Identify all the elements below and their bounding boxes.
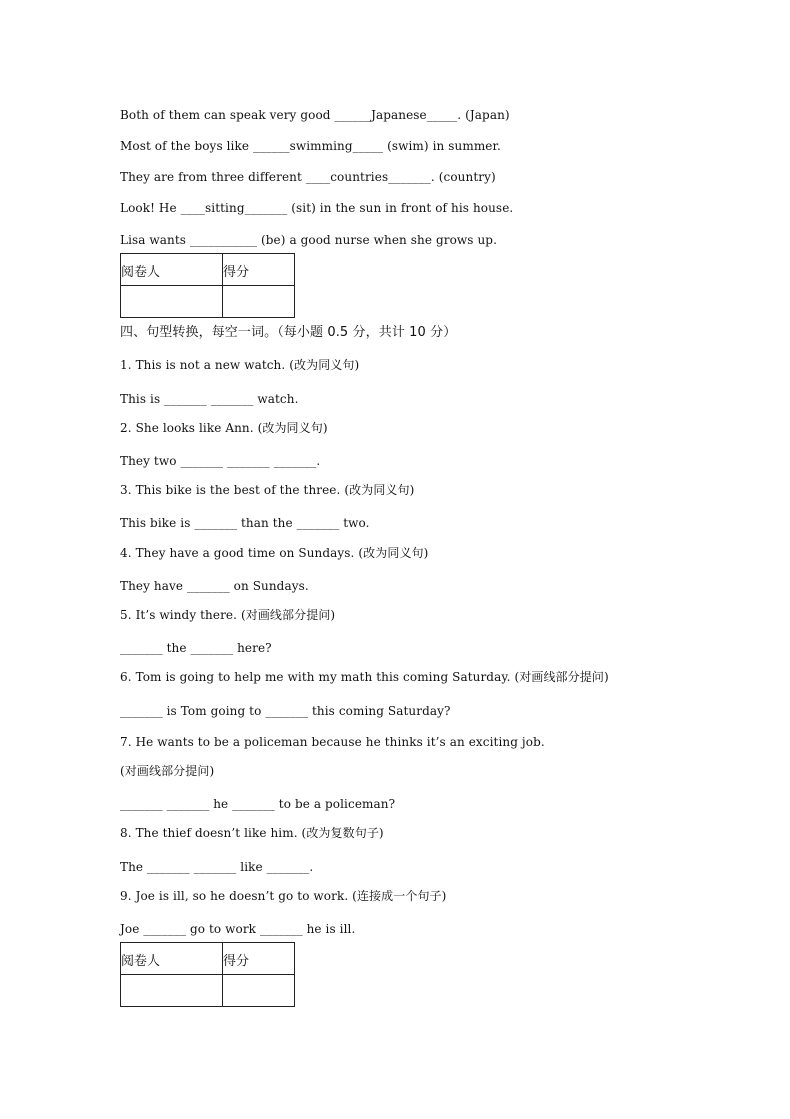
question-line: 1. This is not a new watch. (改为同义句) [120, 358, 360, 372]
question-line: 8. The thief doesn’t like him. (改为复数句子) [120, 826, 384, 840]
score-table [120, 942, 295, 1007]
score-cell[interactable] [223, 975, 295, 1007]
grader-header-cell [121, 254, 223, 286]
question-line: 6. Tom is going to help me with my math this coming Saturday. (对画线部分提问) [120, 670, 609, 684]
question-line: 4. They have a good time on Sundays. (改为同义句) [120, 546, 429, 560]
answer-line: _______ the _______ here? [120, 641, 272, 655]
question-line: 2. She looks like Ann. (改为同义句) [120, 421, 328, 435]
score-table [120, 253, 295, 318]
score-header-cell [223, 943, 295, 975]
exercise-line: Most of the boys like ______swimming_____ (swim) in summer. [120, 139, 501, 153]
answer-line: Joe _______ go to work _______ he is ill. [120, 922, 356, 936]
question-line: 7. He wants to be a policeman because he thinks it’s an exciting job. [120, 735, 545, 749]
answer-line: They have _______ on Sundays. [120, 579, 309, 593]
section-heading: 四、句型转换，每空一词。（每小题 0.5 分，共计 10 分） [120, 325, 457, 340]
grader-cell[interactable] [121, 286, 223, 318]
exercise-line: Look! He ____sitting_______ (sit) in the sun in front of his house. [120, 201, 514, 215]
answer-line: This bike is _______ than the _______ two. [120, 516, 370, 530]
score-label: 得分 [223, 265, 250, 280]
question-line: 5. It’s windy there. (对画线部分提问) [120, 608, 336, 622]
answer-line: This is _______ _______ watch. [120, 392, 299, 406]
exercise-line: Lisa wants ___________ (be) a good nurse when she grows up. [120, 233, 497, 247]
grader-label: 阅卷人 [121, 954, 161, 969]
score-label: 得分 [223, 954, 250, 969]
answer-line: They two _______ _______ _______. [120, 454, 321, 468]
score-cell[interactable] [223, 286, 295, 318]
score-header-cell [223, 254, 295, 286]
exercise-line: Both of them can speak very good ______Japanese_____. (Japan) [120, 108, 510, 122]
answer-line: _______ is Tom going to _______ this coming Saturday? [120, 704, 451, 718]
question-line: 9. Joe is ill, so he doesn’t go to work. (连接成一个句子) [120, 889, 447, 903]
answer-line: The _______ _______ like _______. [120, 860, 314, 874]
grader-label: 阅卷人 [121, 265, 161, 280]
grader-header-cell [121, 943, 223, 975]
question-line: 3. This bike is the best of the three. (改为同义句) [120, 483, 415, 497]
exercise-line: They are from three different ____countries_______. (country) [120, 170, 496, 184]
answer-line: _______ _______ he _______ to be a policeman? [120, 797, 396, 811]
grader-cell[interactable] [121, 975, 223, 1007]
question-note: (对画线部分提问) [120, 764, 215, 778]
